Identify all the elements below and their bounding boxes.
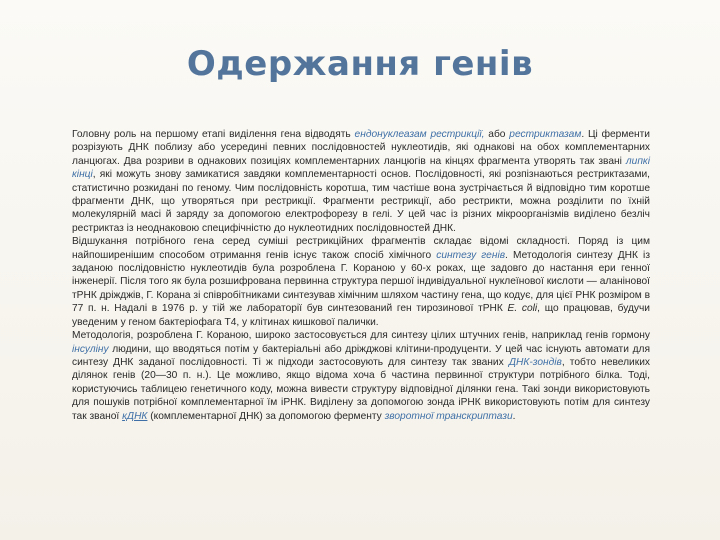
paragraph-restriction	[72, 128, 650, 235]
link-restriction-enzymes[interactable]: рестриктазам	[509, 129, 582, 140]
text: .	[512, 410, 516, 422]
paragraph-methodology	[72, 329, 650, 423]
link-restriction-endonucleases[interactable]: ендонуклеазам рестрикції,	[354, 129, 485, 140]
body-text	[72, 128, 650, 423]
text: , що працював, будучи уведеним у геном бактеріофага Т4, у клітинах кишкової палички.	[72, 303, 650, 328]
text: або	[484, 129, 510, 140]
link-reverse-transcriptase[interactable]: зворотної транскриптази	[384, 410, 513, 422]
link-cdna[interactable]: кДНК	[122, 410, 148, 422]
text: . Ці ферменти розрізують ДНК поблизу або усередині певних послідовностей нуклеотидів, які однакові на обох комплементарних ланцюгах. Два розриви в однакових позиціях комплементарних ланцюгів на кінцях фрагмента утворять так звані	[72, 129, 650, 167]
text: Методологія, розроблена Г. Кораною, широко застосовується для синтезу цілих штучних генів, наприклад генів гормону	[72, 330, 650, 342]
page-title: Одержання генів	[186, 44, 534, 84]
text: . Методологія синтезу ДНК із заданою послідовністю нуклеотидів була розроблена Г. Кораною у 60-х роках, ще задовго до настання ери генної інженерії. Після того як була розшифрована первинна структура першої індивідуальної нуклеїнової кислоти — аланінової тРНК дріжджів, Г. Корана зі співробітниками синтезував хімічним шляхом частину гена, що кодує, для цієї РНК розміром в 77 п. н. Надалі в 1976 р. у тій же лабораторії був синтезований ген тирозинової тРНК	[72, 249, 650, 315]
text: , які можуть знову замикатися завдяки комплементарності основ. Послідовності, які розпізнаються рестриктазами, статистично розкидані по геному. Чим послідовність коротша, тим частіше вона зустрічається й відповідно тим коротше фрагменти ДНК, що утворяться при рестрикції. Фрагменти рестрикції, або рестрикти, можна розділити по їхній молекулярній масі й заряду за допомогою електрофорезу в гелі. У цей час із різних мікроорганізмів виділено безліч рестриктаз із неоднаковою специфічністю до нуклеотидних послідовностей ДНК.	[72, 169, 650, 234]
link-insulin[interactable]: інсуліну	[72, 343, 109, 355]
link-sticky-ends[interactable]: липкі кінці	[72, 155, 650, 181]
link-dna-probes[interactable]: ДНК-зондів	[508, 356, 562, 368]
text: людини, що вводяться потім у бактеріальні або дріжджові клітини-продуценти. У цей час існують автомати для синтезу ДНК заданої послідовності. Ті ж підходи застосовують для синтезу так званих	[72, 343, 650, 368]
link-gene-synthesis[interactable]: синтезу генів	[436, 249, 506, 261]
paragraph-gene-synthesis	[72, 235, 650, 329]
text: , тобто невеликих ділянок генів (20—30 п. н.). Це можливо, якщо відома хоча б частина первинної структури потрібного білка. Тоді, користуючись таблицею генетичного коду, можна вивести структуру відповідної ділянки гена. Такі зонди використовують для пошуків потрібної комплементарної їм іРНК. Виділену за допомогою зонда іРНК використовують потім для синтезу так званої	[72, 356, 650, 422]
text: (комплементарної ДНК) за допомогою ферменту	[147, 410, 385, 422]
text: Відшукання потрібного гена серед суміші рестрикційних фрагментів складає відомі складності. Поряд із цим найпоширенішим способом отримання генів існує також спосіб хімічного	[72, 236, 650, 261]
text: Головну роль на першому етапі виділення гена відводять	[72, 129, 355, 140]
species-name: E. coli	[507, 303, 538, 315]
